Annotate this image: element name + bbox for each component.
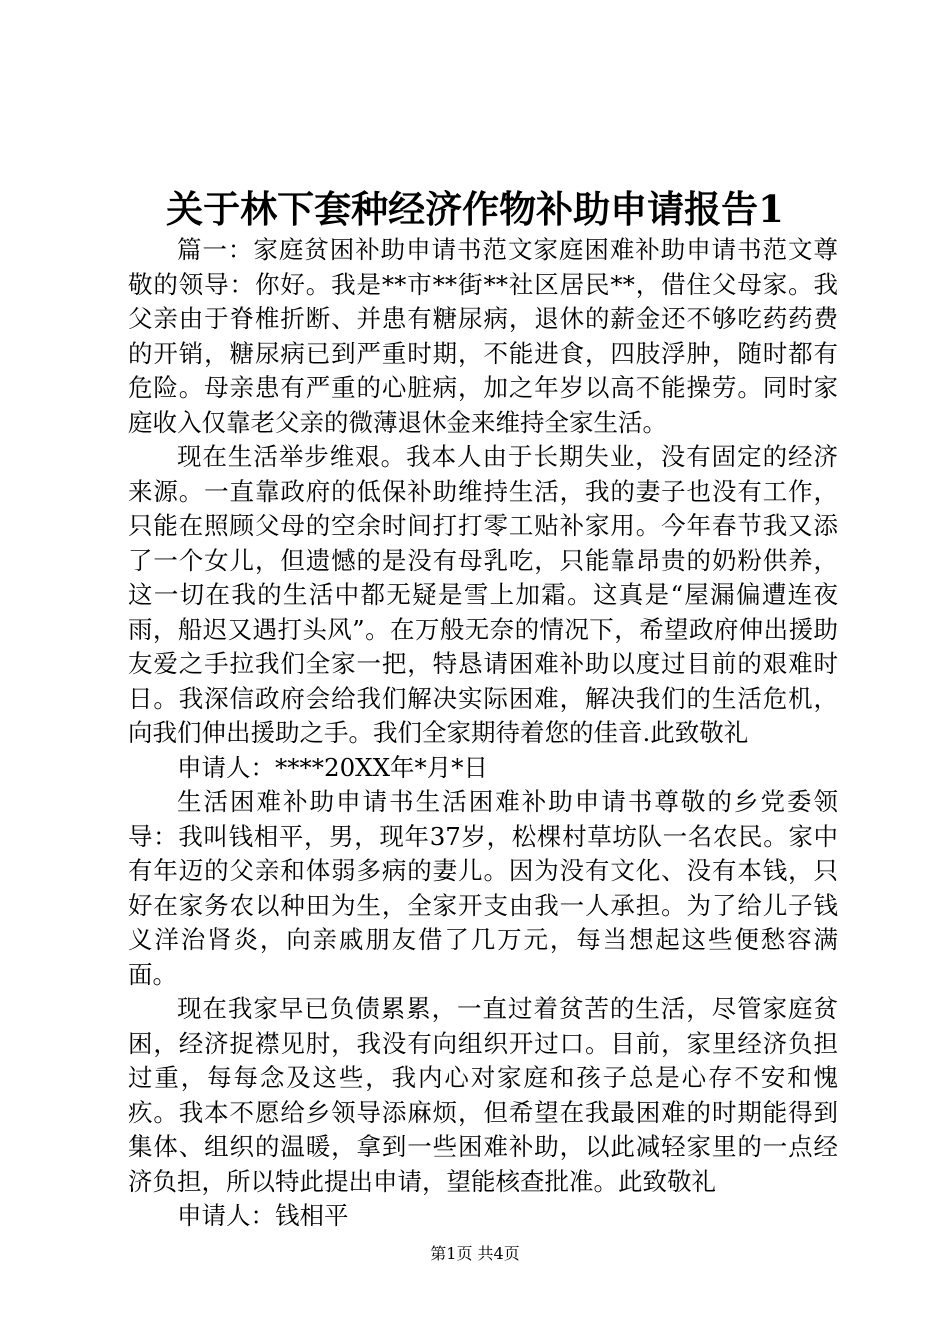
paragraph: 现在我家早已负债累累，一直过着贫苦的生活，尽管家庭贫困，经济捉襟见肘，我没有向组织开过口。目前，家里经济负担过重，每每念及这些，我内心对家庭和孩子总是心存不安和愧疚。我本不愿给乡领导添麻烦，但希望在我最困难的时期能得到集体、组织的温暖，拿到一些困难补助，以此减轻家里的一点经济负担，所以特此提出申请，望能核查批准。此致敬礼 <box>128 994 838 1196</box>
signature-line: 申请人：钱相平 <box>177 1201 349 1230</box>
document-title: 关于林下套种经济作物补助申请报告1 <box>166 187 784 231</box>
signature-line: 申请人：****20XX年*月*日 <box>177 752 489 782</box>
paragraph: 生活困难补助申请书生活困难补助申请书尊敬的乡党委领导：我叫钱相平，男，现年37岁，松棵村草坊队一名农民。家中有年迈的父亲和体弱多病的妻儿。因为没有文化、没有本钱，只好在家务农以种田为生，全家开支由我一人承担。为了给儿子钱义洋治肾炎，向亲戚朋友借了几万元，每当想起这些便愁容满面。 <box>128 787 838 989</box>
paragraph: 现在生活举步维艰。我本人由于长期失业，没有固定的经济来源。一直靠政府的低保补助维持生活，我的妻子也没有工作，只能在照顾父母的空余时间打打零工贴补家用。今年春节我又添了一个女儿，但遗憾的是没有母乳吃，只能靠昂贵的奶粉供养，这一切在我的生活中都无疑是雪上加霜。这真是“屋漏偏遭连夜雨，船迟又遇打头风”。在万般无奈的情况下，希望政府伸出援助友爱之手拉我们全家一把，特恳请困难补助以度过目前的艰难时日。我深信政府会给我们解决实际困难，解决我们的生活危机，向我们伸出援助之手。我们全家期待着您的佳音.此致敬礼 <box>128 442 838 747</box>
page-footer: 第1页 共4页 <box>430 1244 520 1263</box>
document-body <box>128 233 838 1234</box>
paragraph: 篇一：家庭贫困补助申请书范文家庭困难补助申请书范文尊敬的领导：你好。我是**市**街**社区居民**，借住父母家。我父亲由于脊椎折断、并患有糖尿病，退休的薪金还不够吃药药费的开销，糖尿病已到严重时期，不能进食，四肢浮肿，随时都有危险。母亲患有严重的心脏病，加之年岁以高不能操劳。同时家庭收入仅靠老父亲的微薄退休金来维持全家生活。 <box>128 235 838 437</box>
